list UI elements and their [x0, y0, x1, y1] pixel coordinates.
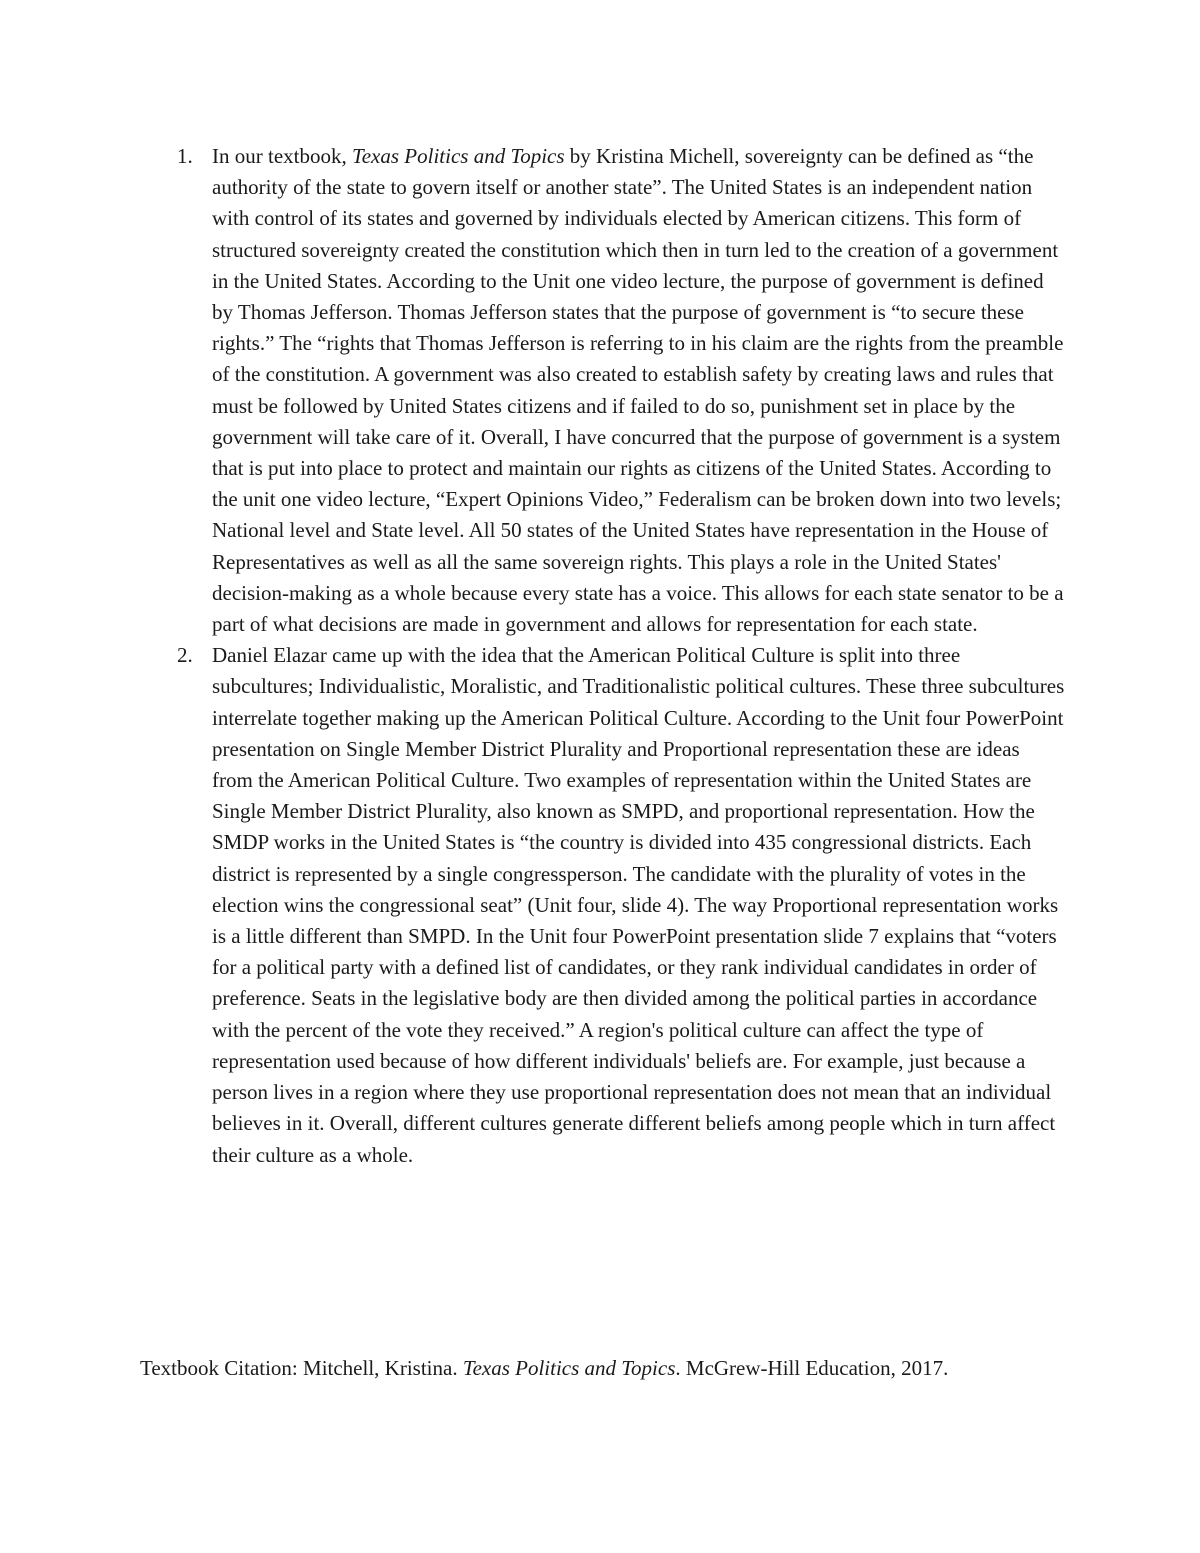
- list-item: [140, 640, 1065, 1170]
- list-item: [140, 141, 1065, 640]
- answer-paragraph: Daniel Elazar came up with the idea that the American Political Culture is split into three subcultures; Individualistic, Moralistic, and Traditionalistic political cultures. These three subcultures interrelate together making up the American Political Culture. According to the Unit four PowerPoint presentation on Single Member District Plurality and Proportional representation these are ideas from the American Political Culture. Two examples of representation within the United States are Single Member District Plurality, also known as SMPD, and proportional representation. How the SMDP works in the United States is “the country is divided into 435 congressional districts. Each district is represented by a single congressperson. The candidate with the plurality of votes in the election wins the congressional seat” (Unit four, slide 4). The way Proportional representation works is a little different than SMPD. In the Unit four PowerPoint presentation slide 7 explains that “voters for a political party with a defined list of candidates, or they rank individual candidates in order of preference. Seats in the legislative body are then divided among the political parties in accordance with the percent of the vote they received.” A region's political culture can affect the type of representation used because of how different individuals' beliefs are. For example, just because a person lives in a region where they use proportional representation does not mean that an individual believes in it. Overall, different cultures generate different beliefs among people which in turn affect their culture as a whole.: [212, 643, 1065, 1167]
- answer-list: [140, 141, 1065, 1171]
- paragraph-text-start: In our textbook,: [212, 144, 352, 168]
- list-number: 2.: [177, 643, 193, 668]
- paragraph-text-rest: by Kristina Michell, sovereignty can be defined as “the authority of the state to govern itself or another state”. The United States is an independent nation with control of its states and governed by individuals elected by American citizens. This form of structured sovereignty created the constitution which then in turn led to the creation of a government in the United States. According to the Unit one video lecture, the purpose of government is defined by Thomas Jefferson. Thomas Jefferson states that the purpose of government is “to secure these rights.” The “rights that Thomas Jefferson is referring to in his claim are the rights from the preamble of the constitution. A government was also created to establish safety by creating laws and rules that must be followed by United States citizens and if failed to do so, punishment set in place by the government will take care of it. Overall, I have concurred that the purpose of government is a system that is put into place to protect and maintain our rights as citizens of the United States. According to the unit one video lecture, “Expert Opinions Video,” Federalism can be broken down into two levels; National level and State level. All 50 states of the United States have representation in the House of Representatives as well as all the same sovereign rights. This plays a role in the United States' decision-making as a whole because every state has a voice. This allows for each state senator to be a part of what decisions are made in government and allows for representation for each state.: [212, 144, 1064, 637]
- textbook-citation: [140, 1353, 1080, 1384]
- citation-suffix: . McGrew-Hill Education, 2017.: [675, 1356, 949, 1380]
- book-title: Texas Politics and Topics: [351, 144, 565, 168]
- answer-paragraph: [212, 141, 1065, 640]
- list-number: 1.: [177, 144, 193, 168]
- citation-prefix: Textbook Citation: Mitchell, Kristina.: [140, 1356, 463, 1380]
- citation-title: Texas Politics and Topics: [462, 1356, 676, 1380]
